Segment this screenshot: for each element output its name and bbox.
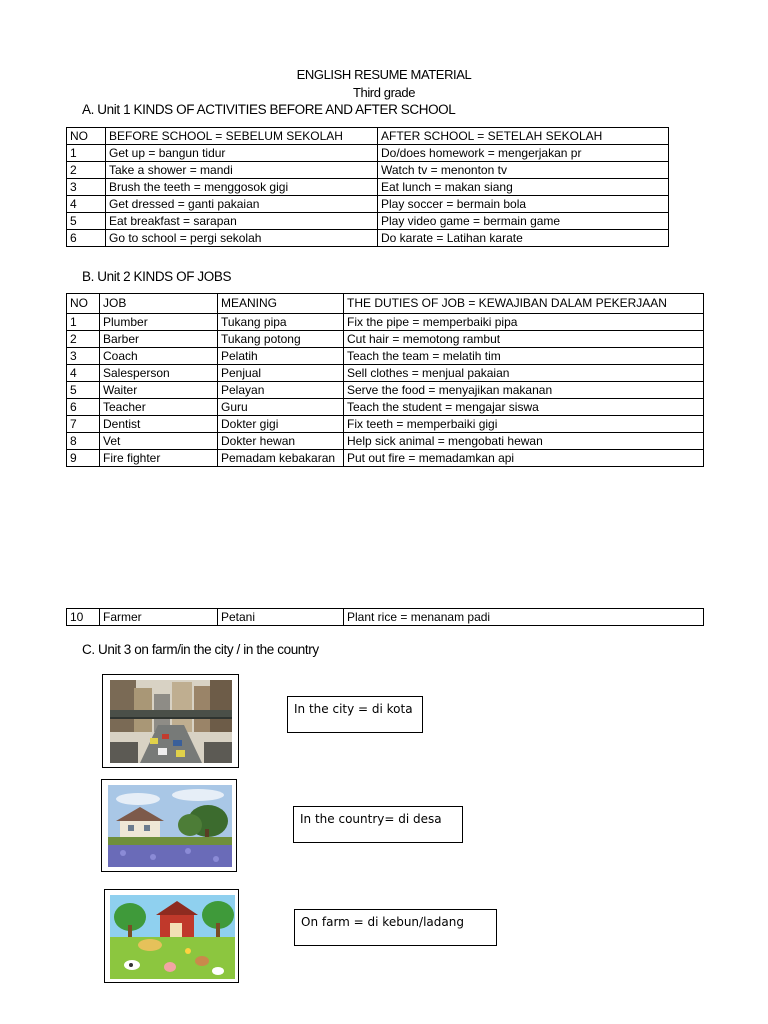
table-cell: Dokter hewan (218, 433, 344, 450)
column-header: AFTER SCHOOL = SETELAH SEKOLAH (378, 128, 669, 145)
table-cell: 4 (67, 365, 100, 382)
country-label-box (293, 806, 463, 843)
table-row (67, 196, 669, 213)
table-cell: Fix teeth = memperbaiki gigi (344, 416, 704, 433)
table-cell: 3 (67, 348, 100, 365)
table-cell: Help sick animal = mengobati hewan (344, 433, 704, 450)
table-row (67, 382, 704, 399)
table-cell: Get up = bangun tidur (106, 145, 378, 162)
table-cell: 6 (67, 230, 106, 247)
table-row (67, 433, 704, 450)
table-cell: Pelatih (218, 348, 344, 365)
table-row (67, 348, 704, 365)
table-cell: Farmer (100, 609, 218, 626)
document-subtitle: Third grade (352, 85, 416, 100)
table-cell: 1 (67, 314, 100, 331)
city-street-photo (102, 674, 239, 768)
table-cell: Do/does homework = mengerjakan pr (378, 145, 669, 162)
table-cell: Guru (218, 399, 344, 416)
column-header: MEANING (218, 294, 344, 314)
table-cell: Get dressed = ganti pakaian (106, 196, 378, 213)
table-cell: 6 (67, 399, 100, 416)
table-row (67, 450, 704, 467)
table-cell: 1 (67, 145, 106, 162)
table-cell: Penjual (218, 365, 344, 382)
table-cell: Salesperson (100, 365, 218, 382)
table-cell: Put out fire = memadamkan api (344, 450, 704, 467)
table-cell: Eat lunch = makan siang (378, 179, 669, 196)
table-cell: Tukang potong (218, 331, 344, 348)
table-cell: Teach the student = mengajar siswa (344, 399, 704, 416)
table-cell: Cut hair = memotong rambut (344, 331, 704, 348)
table-cell: Brush the teeth = menggosok gigi (106, 179, 378, 196)
unit2-heading: B. Unit 2 KINDS OF JOBS (82, 269, 232, 284)
table-cell: 2 (67, 162, 106, 179)
table-cell: Do karate = Latihan karate (378, 230, 669, 247)
table-cell: 2 (67, 331, 100, 348)
table-cell: Teacher (100, 399, 218, 416)
table-cell: Sell clothes = menjual pakaian (344, 365, 704, 382)
table-cell: Go to school = pergi sekolah (106, 230, 378, 247)
unit3-heading: C. Unit 3 on farm/in the city / in the country (82, 642, 319, 657)
table-cell: Vet (100, 433, 218, 450)
table-row (67, 213, 669, 230)
table-header-row (67, 294, 704, 314)
table-cell: Waiter (100, 382, 218, 399)
table-row (67, 145, 669, 162)
unit1-heading: A. Unit 1 KINDS OF ACTIVITIES BEFORE AND AFTER SCHOOL (82, 102, 456, 117)
table-row (67, 314, 704, 331)
table-row (67, 179, 669, 196)
table-row (67, 365, 704, 382)
table-row (67, 399, 704, 416)
table-cell: Play soccer = bermain bola (378, 196, 669, 213)
table-cell: Coach (100, 348, 218, 365)
city-street-image (110, 680, 232, 763)
column-header: THE DUTIES OF JOB = KEWAJIBAN DALAM PEKERJAAN (344, 294, 704, 314)
city-label: In the city = di kota (294, 702, 413, 716)
table-cell: Dokter gigi (218, 416, 344, 433)
table-cell: Watch tv = menonton tv (378, 162, 669, 179)
table-cell: 8 (67, 433, 100, 450)
table-row (67, 230, 669, 247)
table-cell: Eat breakfast = sarapan (106, 213, 378, 230)
table-cell: 7 (67, 416, 100, 433)
table-cell: 9 (67, 450, 100, 467)
table-cell: Plumber (100, 314, 218, 331)
column-header: NO (67, 294, 100, 314)
countryside-house-image (108, 785, 232, 867)
table-cell: Serve the food = menyajikan makanan (344, 382, 704, 399)
column-header: JOB (100, 294, 218, 314)
table-header-row (67, 128, 669, 145)
table-cell: 10 (67, 609, 100, 626)
table-cell: Barber (100, 331, 218, 348)
farm-label-box (294, 909, 497, 946)
unit2-table (66, 293, 704, 467)
unit2-table-continued (66, 608, 704, 626)
unit1-table (66, 127, 669, 247)
table-cell: 4 (67, 196, 106, 213)
table-row (67, 416, 704, 433)
table-cell: Dentist (100, 416, 218, 433)
table-cell: Petani (218, 609, 344, 626)
table-cell: Take a shower = mandi (106, 162, 378, 179)
table-cell: Plant rice = menanam padi (344, 609, 704, 626)
cartoon-farm-image (110, 895, 235, 979)
table-row (67, 609, 704, 626)
table-cell: 3 (67, 179, 106, 196)
column-header: NO (67, 128, 106, 145)
farm-label: On farm = di kebun/ladang (301, 915, 464, 929)
table-cell: Teach the team = melatih tim (344, 348, 704, 365)
city-label-box (287, 696, 423, 733)
table-cell: Fix the pipe = memperbaiki pipa (344, 314, 704, 331)
table-cell: Play video game = bermain game (378, 213, 669, 230)
column-header: BEFORE SCHOOL = SEBELUM SEKOLAH (106, 128, 378, 145)
cartoon-farm-illustration (104, 889, 239, 983)
table-cell: Pemadam kebakaran (218, 450, 344, 467)
table-cell: 5 (67, 382, 100, 399)
country-label: In the country= di desa (300, 812, 442, 826)
table-cell: Tukang pipa (218, 314, 344, 331)
countryside-house-photo (101, 779, 237, 872)
table-cell: 5 (67, 213, 106, 230)
table-cell: Pelayan (218, 382, 344, 399)
table-row (67, 331, 704, 348)
document-title: ENGLISH RESUME MATERIAL (296, 67, 472, 82)
table-cell: Fire fighter (100, 450, 218, 467)
table-row (67, 162, 669, 179)
